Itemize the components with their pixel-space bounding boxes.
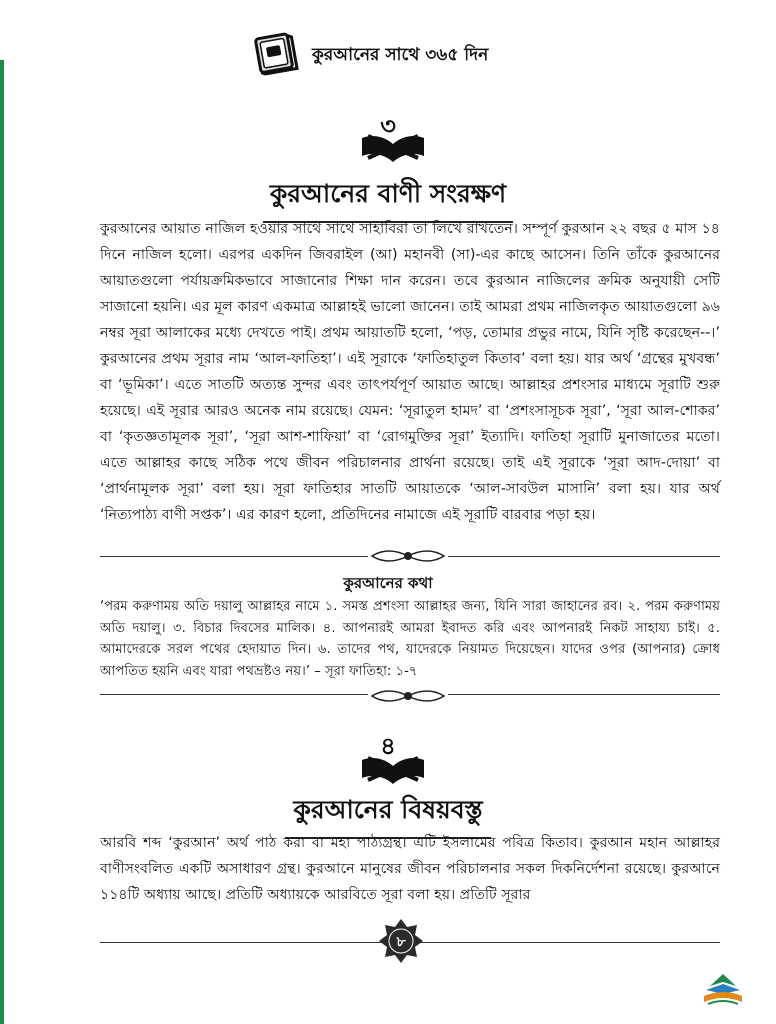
chapter-title — [0, 174, 776, 217]
publisher-logo-icon — [700, 972, 746, 1008]
chapter-number: ৪ — [380, 732, 396, 760]
chapter-title-text: কুরআনের বিষয়বস্তু — [293, 795, 483, 824]
ornament-icon — [368, 546, 448, 566]
quote-box-title: কুরআনের কথা — [343, 574, 433, 592]
header-title: কুরআনের সাথে ৩৬৫ দিন — [312, 45, 489, 65]
section-body: আরবি শব্দ ‘কুরআন’ অর্থ পাঠ করা বা মহা পাঠ্যগ্রন্থ। এটি ইসলামের পবিত্র কিতাব। কুরআন মহান আল্লাহর বাণীসংবলিত একটি অসাধারণ গ্রন্থ। কুরআনে মানুষের জীবন পরিচালনার সকল দিকনির্দেশনা রয়েছে। কুরআনে ১১৪টি অধ্যায় আছে। প্রতিটি অধ্যায়কে আরবিতে সূরা বলা হয়। প্রতিটি সূরার — [100, 835, 720, 903]
ornament-icon — [368, 686, 448, 706]
open-quran-icon — [358, 752, 428, 786]
chapter-number: ৩ — [380, 112, 396, 140]
chapter-title — [0, 790, 776, 833]
page-header — [250, 28, 488, 78]
page-number: ৮ — [396, 934, 406, 950]
section-body: কুরআনের আয়াত নাজিল হওয়ার সাথে সাথে সাহাবিরা তা লিখে রাখতেন। সম্পূর্ণ কুরআন ২২ বছর ৫ মাস ১৪ দিনে নাজিল হলো। এরপর একদিন জিবরাইল (আ) মহানবী (সা)-এর কাছে আসেন। তিনি তাঁকে কুরআনের আয়াতগুলো পর্যায়ক্রমিকভাবে সাজানোর শিক্ষা দান করেন। তবে কুরআন নাজিলের ক্রমিক অনুযায়ী সেটি সাজানো হয়নি। এর মূল কারণ একমাত্র আল্লাহই ভালো জানেন। তাই আমরা প্রথম নাজিলকৃত আয়াতগুলো ৯৬ নম্বর সূরা আলাকের মধ্যে দেখতে পাই। প্রথম আয়াতটি হলো, ‘পড়, তোমার প্রভুর নামে, যিনি সৃষ্টি করেছেন--।’ কুরআনের প্রথম সূরার নাম ‘আল-ফাতিহা’। এই সূরাকে ‘ফাতিহাতুল কিতাব’ বলা হয়। যার অর্থ ‘গ্রন্থের মুখবন্ধ’ বা ‘ভূমিকা’। এতে সাতটি অত্যন্ত সুন্দর এবং তাৎপর্যপূর্ণ আয়াত আছে। আল্লাহর প্রশংসার মাধ্যমে সূরাটি শুরু হয়েছে। এই সূরার আরও অনেক নাম রয়েছে। যেমন: ‘সূরাতুল হামদ’ বা ‘প্রশংসাসূচক সূরা’, ‘সূরা আল-শোকর’ বা ‘কৃতজ্ঞতামূলক সূরা’, ‘সূরা আশ-শাফিয়া’ বা ‘রোগমুক্তির সূরা’ ইত্যাদি। ফাতিহা সূরাটি মুনাজাতের মতো। এতে আল্লাহর কাছে সঠিক পথে জীবন পরিচালনার প্রার্থনা রয়েছে। তাই এই সূরাকে ‘সূরা আদ-দোয়া’ বা ‘প্রার্থনামূলক সূরা’ বলা হয়। সূরা ফাতিহার সাতটি আয়াতকে ‘আল-সাবউল মাসানি’ বলা হয়। যার অর্থ ‘নিত্যপাঠ্য বাণী সপ্তক’। এর কারণ হলো, প্রতিদিনের নামাজে এই সূরাটি বারবার পড়া হয়। — [100, 221, 720, 523]
chapter-title-text: কুরআনের বাণী সংরক্ষণ — [269, 179, 507, 208]
book-icon — [250, 28, 300, 78]
quote-box-text: ‘পরম করুণাময় অতি দয়ালু আল্লাহর নামে ১. সমস্ত প্রশংসা আল্লাহর জন্য, যিনি সারা জাহানের রব। ২. পরম করুণাময় অতি দয়ালু। ৩. বিচার দিবসের মালিক। ৪. আপনারই আমরা ইবাদত করি এবং আপনারই নিকট সাহায্য চাই। ৫. আমাদেরকে সরল পথের হেদায়াত দিন। ৬. তাদের পথ, যাদেরকে নিয়ামত দিয়েছেন। যাদের ওপর (আপনার) ক্রোধ আপতিত হয়নি এবং যারা পথভ্রষ্টও নয়।’ – সূরা ফাতিহা: ১-৭ — [100, 599, 720, 679]
open-quran-icon — [358, 130, 428, 164]
